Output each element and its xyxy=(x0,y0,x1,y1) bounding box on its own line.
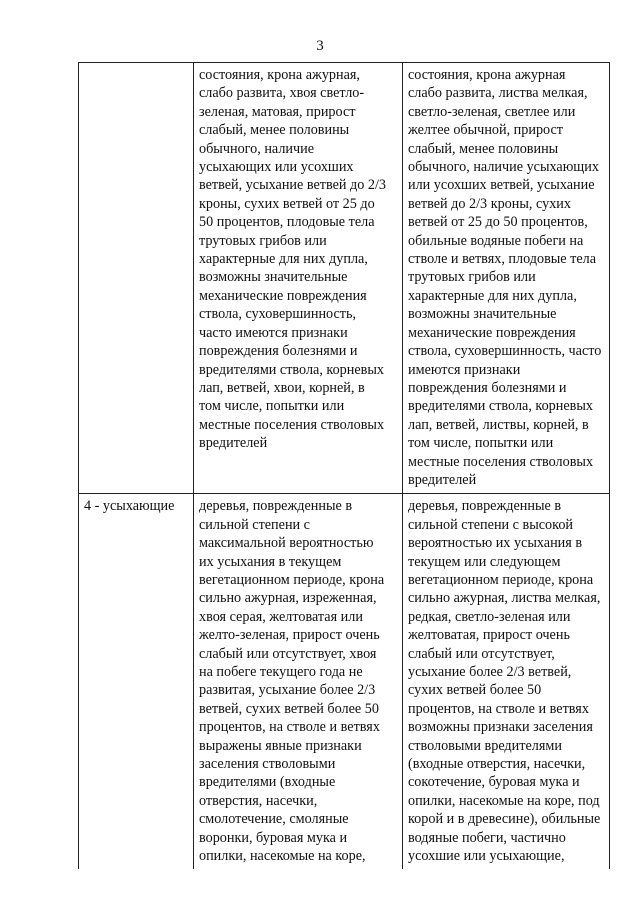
text-line: механические повреждения xyxy=(199,287,367,304)
text-line: лап, ветвей, листвы, корней, в xyxy=(408,416,589,433)
conifer-description-cell xyxy=(194,63,403,494)
text-line: местные поселения стволовых xyxy=(199,416,385,433)
text-line: ствола, суховершинность, xyxy=(199,306,356,323)
text-line: стволе и ветвях, плодовые тела xyxy=(408,251,597,268)
text-line: обычного, наличие xyxy=(199,140,315,157)
text-line: на побеге текущего года не xyxy=(199,664,363,680)
text-line: обычного, наличие усыхающих xyxy=(408,159,599,176)
text-line: вредителей xyxy=(199,435,268,452)
text-line: трутовых грибов или xyxy=(408,269,536,286)
text-line: сильно ажурная, изреженная, xyxy=(199,590,377,607)
text-line: слабый, менее половины xyxy=(199,122,350,139)
text-line: слабый или отсутствует, xyxy=(408,645,555,662)
text-line: заселения стволовыми xyxy=(199,756,336,773)
text-line: том числе, попытки или xyxy=(199,398,345,415)
text-line: ветвей, усыхание ветвей до 2/3 xyxy=(199,177,387,194)
text-line: сухих ветвей более 50 xyxy=(408,682,542,699)
deciduous-description-cell xyxy=(403,494,610,870)
text-line: усыхающих или усохших xyxy=(199,159,354,176)
text-line: вредителей xyxy=(408,471,477,488)
text-line: вероятностью их усыхания в xyxy=(408,535,583,552)
text-line: смолотечение, смоляные xyxy=(199,811,349,828)
text-line: усыхание более 2/3 ветвей, xyxy=(408,664,572,680)
category-cell: 4 - усыхающие xyxy=(79,494,194,870)
text-line: сильной степени с xyxy=(199,516,310,533)
text-line: ветвей, сухих ветвей более 50 xyxy=(199,700,379,717)
deciduous-description-cell xyxy=(403,63,610,494)
text-line: возможны значительные xyxy=(408,306,557,323)
text-line: сокотечение, буровая мука и xyxy=(408,774,580,791)
conifer-description-cell xyxy=(194,494,403,870)
text-line: процентов, на стволе и ветвях xyxy=(408,700,589,717)
text-line: возможны признаки заселения xyxy=(408,719,593,736)
text-line: механические повреждения xyxy=(408,324,576,341)
text-line: вегетационном периоде, крона xyxy=(408,571,594,588)
text-line: опилки, насекомые на коре, xyxy=(199,848,366,865)
text-line: желтее обычной, прирост xyxy=(408,122,564,139)
text-line: слабый или отсутствует, хвоя xyxy=(199,645,377,662)
text-line: редкая, светло-зеленая или xyxy=(408,608,571,625)
text-line: повреждения болезнями и xyxy=(408,379,567,396)
text-line: желтоватая, прирост очень xyxy=(408,627,570,644)
text-line: воронки, буровая мука и xyxy=(199,829,348,846)
text-line: зеленая, матовая, прирост xyxy=(199,103,356,120)
text-line: ветвей от 25 до 50 процентов, xyxy=(408,214,588,231)
text-line: характерные для них дупла, xyxy=(408,287,577,304)
text-line: ветвей до 2/3 кроны, сухих xyxy=(408,195,571,212)
text-line: корой и в древесине), обильные xyxy=(408,811,601,828)
condition-table xyxy=(78,62,610,869)
text-line: текущем или следующем xyxy=(408,553,561,570)
text-line: вредителями (входные xyxy=(199,774,336,791)
text-line: вегетационном периоде, крона xyxy=(199,571,385,588)
text-line: вредителями ствола, корневых xyxy=(199,361,384,378)
text-line: имеются признаки xyxy=(408,361,521,378)
text-line: сильно ажурная, листва мелкая, xyxy=(408,590,601,607)
category-cell xyxy=(79,63,194,494)
text-line: состояния, крона ажурная xyxy=(408,67,566,83)
text-line: ствола, суховершинность, часто xyxy=(408,343,602,360)
text-line: стволовыми вредителями xyxy=(408,737,562,754)
text-line: максимальной вероятностью xyxy=(199,535,374,552)
text-line: лап, ветвей, хвои, корней, в xyxy=(199,379,365,396)
text-line: деревья, поврежденные в xyxy=(199,498,353,515)
text-line: их усыхания в текущем xyxy=(199,553,342,570)
text-line: слабо развита, листва мелкая, xyxy=(408,85,588,102)
text-line: или усохших ветвей, усыхание xyxy=(408,177,595,194)
text-line: состояния, крона ажурная, xyxy=(199,67,360,83)
text-line: отверстия, насечки, xyxy=(199,792,318,809)
text-line: слабо развита, хвоя светло- xyxy=(199,85,365,102)
text-line: характерные для них дупла, xyxy=(199,251,368,268)
page-number: 3 xyxy=(316,38,324,54)
text-line: хвоя серая, желтоватая или xyxy=(199,608,363,625)
text-line: слабый, менее половины xyxy=(408,140,559,157)
text-line: сильной степени с высокой xyxy=(408,516,574,533)
text-line: трутовых грибов или xyxy=(199,232,327,249)
text-line: водяные побеги, частично xyxy=(408,829,566,846)
text-line: светло-зеленая, светлее или xyxy=(408,103,576,120)
table-row xyxy=(79,63,610,494)
table-row xyxy=(79,494,610,870)
text-line: развитая, усыхание более 2/3 xyxy=(199,682,376,699)
text-line: местные поселения стволовых xyxy=(408,453,594,470)
text-line: процентов, на стволе и ветвях xyxy=(199,719,380,736)
text-line: усохшие или усыхающие, xyxy=(408,848,565,865)
text-line: деревья, поврежденные в xyxy=(408,498,562,515)
text-line: опилки, насекомые на коре, под xyxy=(408,792,600,809)
text-line: вредителями ствола, корневых xyxy=(408,398,593,415)
text-line: часто имеются признаки xyxy=(199,324,348,341)
text-line: 50 процентов, плодовые тела xyxy=(199,214,375,231)
text-line: выражены явные признаки xyxy=(199,737,362,754)
text-line: том числе, попытки или xyxy=(408,435,554,452)
text-line: желто-зеленая, прирост очень xyxy=(199,627,380,644)
text-line: возможны значительные xyxy=(199,269,348,286)
text-line: повреждения болезнями и xyxy=(199,343,358,360)
text-line: кроны, сухих ветвей от 25 до xyxy=(199,195,375,212)
text-line: обильные водяные побеги на xyxy=(408,232,584,249)
text-line: (входные отверстия, насечки, xyxy=(408,756,586,773)
